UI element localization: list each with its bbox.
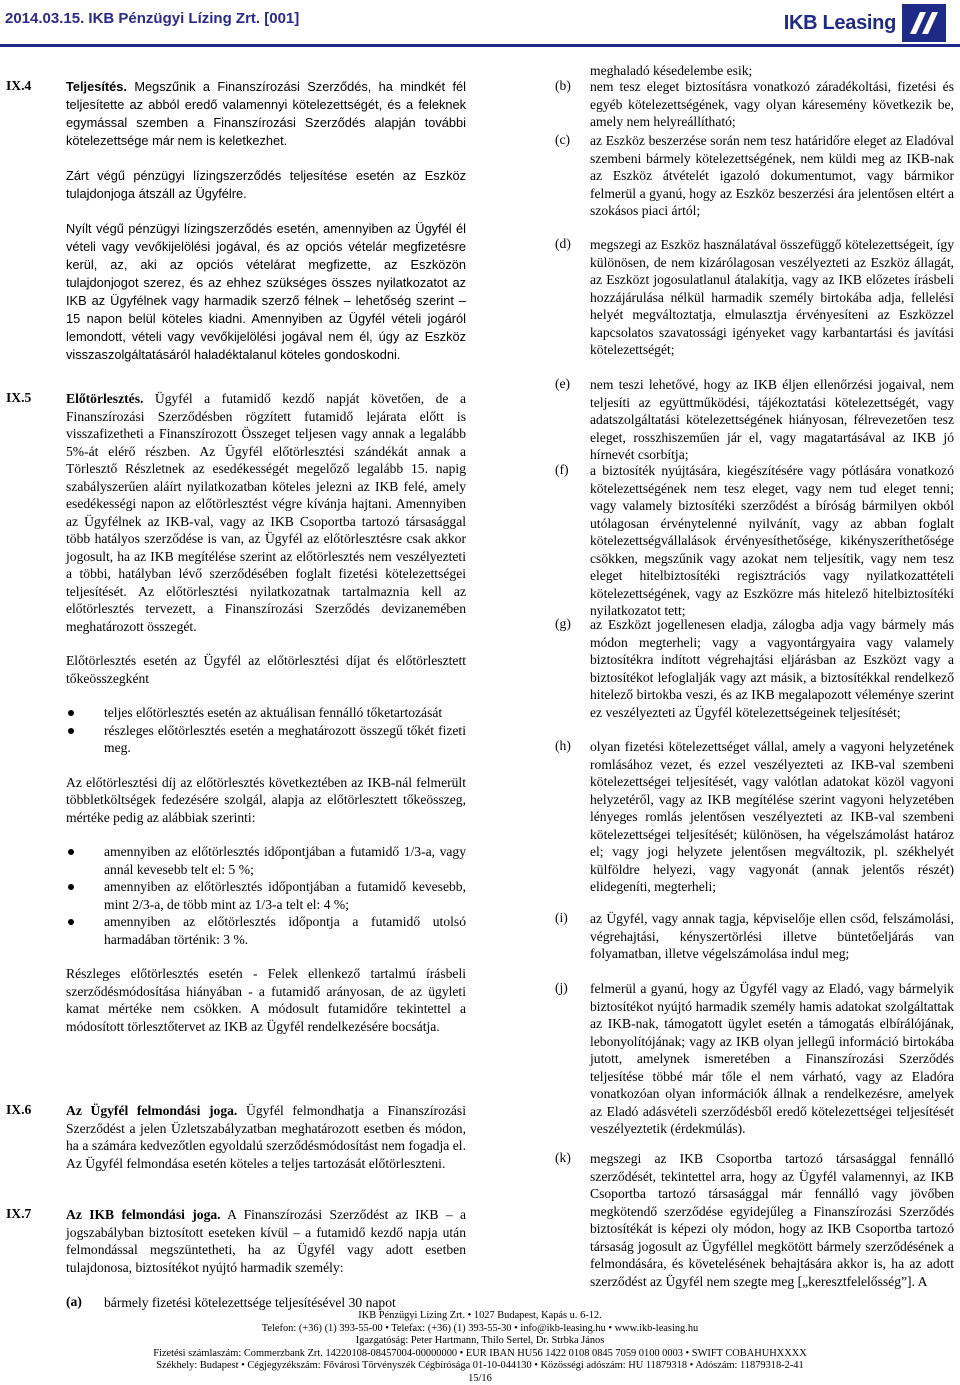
footer-registry: Székhely: Budapest • Cégjegyzékszám: Fővárosi Törvényszék Cégbírósága 01-10-044130 • Közösségi adószám: HU 11879318 • Adószám: 11879318-2-41 [0,1360,960,1373]
right-intro: meghaladó késedelembe esik; [590,62,954,80]
item-label-k: (k) [555,1150,571,1166]
item-d [590,236,954,359]
section-ix5-para3: Az előtörlesztési díj az előtörlesztés következtében az IKB-nál felmerült többletköltségek fedezésére szolgál, alapja az előtörlesztett tőkeösszeg, mértéke pedig az alábbiak szerinti: [66,774,466,827]
section-ix4-para2: Zárt végű pénzügyi lízingszerződés teljesítése esetén az Eszköz tulajdonjoga átszáll az Ügyfélre. [66,167,466,203]
item-e-text: nem teszi lehetővé, hogy az IKB éljen ellenőrzési jogaival, nem teljesíti az együttműködési, tájékoztatási kötelezettségét, vagy adatszolgáltatási kötelezettségének hiányosan, félrevezetően tesz eleget, rosszhiszeműen jár el, vagy magatartásával az IKB jó hírnevét csorbítja; [590,376,954,464]
item-a-text: bármely fizetési kötelezettsége teljesítésével 30 napot [104,1294,466,1312]
item-f [590,462,954,620]
item-f-text: a biztosíték nyújtására, kiegészítésére vagy pótlására vonatkozó kötelezettségének nem tesz eleget, vagy nem tud eleget tenni; vagy valamely biztosítéki szerződést a bíróság bármilyen okból utólagosan érvénytelenné nyilvánít, vagy az abban foglalt kötelezettségvállalások érvényesíthetősége, kikényszeríthetősége csökken, megszűnik vagy azokat nem teljesítik, vagy nem tesz eleget hitelbiztosítéki regisztrációs vagy nyilatkozattételi kötelezettségének, vagy az Eszközre más hitelező hitelbiztosítéki nyilatkozatot tett; [590,462,954,620]
header-rule [0,44,960,47]
item-j-text: felmerül a gyanú, hogy az Ügyfél vagy az Eladó, vagy bármelyik biztosítékot nyújtó harmadik személy hamis adatokat szolgáltattak az IKB-nak, támogatott ügylet esetén a támogatás elbírálójának, lebonyolítójának; vagy az IKB olyan jellegű információ birtokába jutott, amelynek ismeretében a Finanszírozási Szerződés teljesítése többé már tőle el nem várható, vagy az Eladóra vonatkozóan olyan információk állnak a rendelkezésre, amelyek az Eladó adásvételi szerződésből eredő kötelezettségei teljesítését veszélyeztetik (érdekmúlás). [590,980,954,1138]
item-c-text: az Eszköz beszerzése során nem tesz határidőre eleget az Eladóval szembeni bármely kötelezettségének, nem küldi meg az IKB-nak az Eszköz átvételét igazoló dokumentumot, vagy bármikor felmerül a gyanú, hogy az Eszköz beszerzési ára jelentősen eltért a szokásos piaci ártól; [590,132,954,220]
section-ix6 [66,1102,466,1172]
section-ix5-para1 [66,390,466,635]
item-label-g: (g) [555,616,571,632]
page-number: 15/16 [0,1373,960,1385]
item-g-text: az Eszközt jogellenesen eladja, zálogba adja vagy bármely más módon megterheli; vagy a vagyontárgyaira vagy valamely biztosítékra indított végrehajtási eljárásban az Eszközt vagy a biztosítékot lefoglalják vagy azt másik, a biztosítékkal rendelkező hitelező birtokba veszi, és az IKB megalapozott véleménye szerint ez veszélyezteti az Ügyfél kötelezettségeinek teljesítését; [590,616,954,721]
item-label-b: (b) [555,78,571,94]
section-label-ix5: IX.5 [6,390,31,406]
item-h-text: olyan fizetési kötelezettséget vállal, amely a vagyoni helyzetének romlásához vezet, és ezzel veszélyezteti az IKB-val szembeni kötelezettségei teljesítését, vagy valótlan adatokat közöl vagyoni helyzetéről, vagy az IKB megítélése szerint vagyoni helyzetében lényeges romlás jelentősen veszélyezteti az IKB-val szembeni kötelezettségei teljesítését; különösen, ha végelszámolást határoz el; vagy jogi helyzete jelentősen megváltozik, pl. székhelyét külföldre helyezi, vagy vagyonát (annak jelentős részét) elidegeníti, megterheli; [590,738,954,896]
section-ix5-title: Előtörlesztés. [66,391,143,406]
item-i [590,910,954,963]
item-b-text: nem tesz eleget biztosításra vonatkozó záradékoltási, fizetési és egyéb kötelezettségének, vagy olyan káresemény következik be, amely nem helyreállítható; [590,78,954,131]
item-label-h: (h) [555,738,571,754]
section-label-ix7: IX.7 [6,1206,31,1222]
list-item: amennyiben az előtörlesztés időpontja a futamidő utolsó harmadában történik: 3 %. [66,913,466,948]
page-footer [0,1310,960,1385]
item-label-a: (a) [66,1294,82,1310]
item-label-j: (j) [555,980,568,996]
section-label-ix6: IX.6 [6,1102,31,1118]
list-item: részleges előtörlesztés esetén a meghatározott összegű tőkét fizeti meg. [66,722,466,757]
section-ix7 [66,1206,466,1276]
section-ix4-para3: Nyílt végű pénzügyi lízingszerződés esetén, amennyiben az Ügyfél él vételi vagy vevőkijelölési jogával, és az opciós vételár megfizetésre kerül, az, aki az opciós vételárat megfizette, az Eszközön tulajdonjogot szerez, és az ehhez szükséges összes nyilatkozatot az IKB az Ügyfélnek vagy harmadik szerző félnek – lehetőség szerint – 15 napon belül köteles kiadni. Amennyiben az Ügyfél vételi jogáról lemondott, vételi vagy vevőkijelölési jogával nem él, úgy az Eszköz visszaszolgáltatásáról haladéktalanul köteles gondoskodni. [66,220,466,364]
item-label-d: (d) [555,236,571,252]
logo-text: IKB Leasing [784,12,896,35]
right-column [590,62,954,80]
item-label-f: (f) [555,462,569,478]
item-b [590,78,954,131]
footer-company: IKB Pénzügyi Lízing Zrt. • 1027 Budapest, Kapás u. 6-12. [0,1310,960,1323]
list-item: amennyiben az előtörlesztés időpontjában a futamidő 1/3-a, vagy annál kevesebb telt el: 5 %; [66,843,466,878]
item-label-i: (i) [555,910,568,926]
list-item: teljes előtörlesztés esetén az aktuálisan fennálló tőketartozását [66,704,466,722]
footer-board: Igazgatóság: Peter Hartmann, Thilo Sertel, Dr. Strbka János [0,1335,960,1348]
footer-bank: Fizetési számlaszám: Commerzbank Zrt. 14220108-08457004-00000000 • EUR IBAN HU56 1422 0108 0845 7059 0100 0003 • SWIFT COBAHUHXXXX [0,1348,960,1361]
list-item: amennyiben az előtörlesztés időpontjában a futamidő kevesebb, mint 2/3-a, de több mint az 1/3-a telt el: 4 %; [66,878,466,913]
ikb-logo-icon [902,4,946,42]
section-ix5-text: Ügyfél a futamidő kezdő napját követően, de a Finanszírozási Szerződésben rögzített futamidő lejárata előtt is visszafizetheti a Finanszírozott Összeget teljesen vagy annak a legalább 5%-át elérő részben. Az Ügyfél előtörlesztési szándékát annak a Törlesztő Részletnek az esedékességét megelőző legalább 15. napig szabályszerűen aláírt nyilatkozatban köteles jelezni az IKB felé, amely esedékességi napon az előtörlesztést végre kívánja hajtani. Amennyiben az Ügyfélnek az IKB-val, vagy az IKB Csoportba tartozó társasággal több hatályos szerződése is van, az Ügyfél az előtörlesztésre csak akkor jogosult, ha az IKB megítélése szerint az előtörlesztés nem veszélyezteti a többi, hatályban lévő szerződésében foglalt fizetési kötelezettségei teljesítését. Az előtörlesztési nyilatkozatnak tartalmaznia kell az előtörlesztés tervezett, a Finanszírozási Szerződés devizanemében meghatározott összegét. [66,391,466,634]
section-ix5-para2: Előtörlesztés esetén az Ügyfél az előtörlesztési díjat és előtörlesztett tőkeösszegként [66,652,466,687]
left-column [66,78,466,364]
item-i-text: az Ügyfél, vagy annak tagja, képviselője ellen csőd, felszámolási, végrehajtási, kényszertörlési illetve büntetőeljárás van folyamatban, illetve végelszámolása indul meg; [590,910,954,963]
item-g [590,616,954,721]
section-ix7-text: A Finanszírozási Szerződést az IKB – a jogszabályban biztosított eseteken kívül – a futamidő kezdő napja után felmondással megszüntetheti, ha az Ügyfél vagy adott esetben tulajdonosa, biztosítékot nyújtó harmadik személy: [66,1207,466,1275]
section-ix5-para4: Részleges előtörlesztés esetén - Felek ellenkező tartalmú írásbeli szerződésmódosítása hiányában - a futamidő arányosan, de az ügyleti kamat mértéke nem csökken. A módosult futamidőre tekintettel a módosított törlesztőtervet az IKB az Ügyfél rendelkezésére bocsátja. [66,965,466,1035]
bullet-list-prepayment [66,704,466,757]
section-ix4-para1 [66,78,466,150]
item-a [104,1294,466,1312]
item-d-text: megszegi az Eszköz használatával összefüggő kötelezettségeit, így különösen, de nem kizárólagosan veszélyezteti az Eszköz állagát, az Eszközt jogosulatlanul átalakítja, vagy az IKB előzetes írásbeli hozzájárulása nélkül harmadik személy birtokába adja, fellelési helyét megváltoztatja, elmulasztja érvényesíteni az Eszközzel kapcsolatos szavatossági igényeket vagy karbantartási és javítási kötelezettségét; [590,236,954,359]
item-k-text: megszegi az IKB Csoportba tartozó társasággal fennálló szerződését, tekintettel arra, hogy az Ügyfél valamennyi, az IKB Csoportba tartozó társasággal már fennálló vagy jövőben megkötendő szerződése egyidejűleg a Finanszírozási Szerződés biztosítékát is képezi oly módon, hogy az IKB Csoportba tartozó társaság jogosult az Ügyféllel megkötött bármely szerződésének a felmondására, és követelésének behajtására akkor is, ha az adott szerződést az Ügyfél nem szegte meg [„keresztfelelősség”]. A [590,1150,954,1290]
section-ix6-title: Az Ügyfél felmondási joga. [66,1103,237,1118]
section-ix6-para1 [66,1102,466,1172]
section-ix4-title: Teljesítés. [66,79,127,94]
item-k [590,1150,954,1290]
item-label-e: (e) [555,376,570,392]
section-ix5 [66,390,466,1035]
header-title: 2014.03.15. IKB Pénzügyi Lízing Zrt. [001] [5,10,299,27]
section-ix6-text: Ügyfél felmondhatja a Finanszírozási Szerződést a jelen Üzletszabályzatban meghatározott esetben és módon, ha a számára kedvezőtlen egyoldalú szerződésmódosítást nem fogadja el. Az Ügyfél felmondása esetén köteles a teljes tartozását előtörleszteni. [66,1103,466,1171]
section-ix7-title: Az IKB felmondási joga. [66,1207,221,1222]
company-logo [784,4,946,42]
item-c [590,132,954,220]
item-j [590,980,954,1138]
item-label-c: (c) [555,132,570,148]
item-h [590,738,954,896]
footer-contact: Telefon: (+36) (1) 393-55-00 • Telefax: (+36) (1) 393-55-30 • info@ikb-leasing.hu • www.ikb-leasing.hu [0,1323,960,1336]
bullet-list-fee [66,843,466,948]
section-ix7-para1 [66,1206,466,1276]
section-ix4-text: Megszűnik a Finanszírozási Szerződés, ha mindkét fél teljesítette az abból eredő valamennyi kötelezettségét, és a feleknek egymással szemben a Finanszírozási Szerződés alapján további kötelezettsége már nem is keletkezhet. [66,79,466,148]
section-label-ix4: IX.4 [6,78,31,94]
item-e [590,376,954,464]
